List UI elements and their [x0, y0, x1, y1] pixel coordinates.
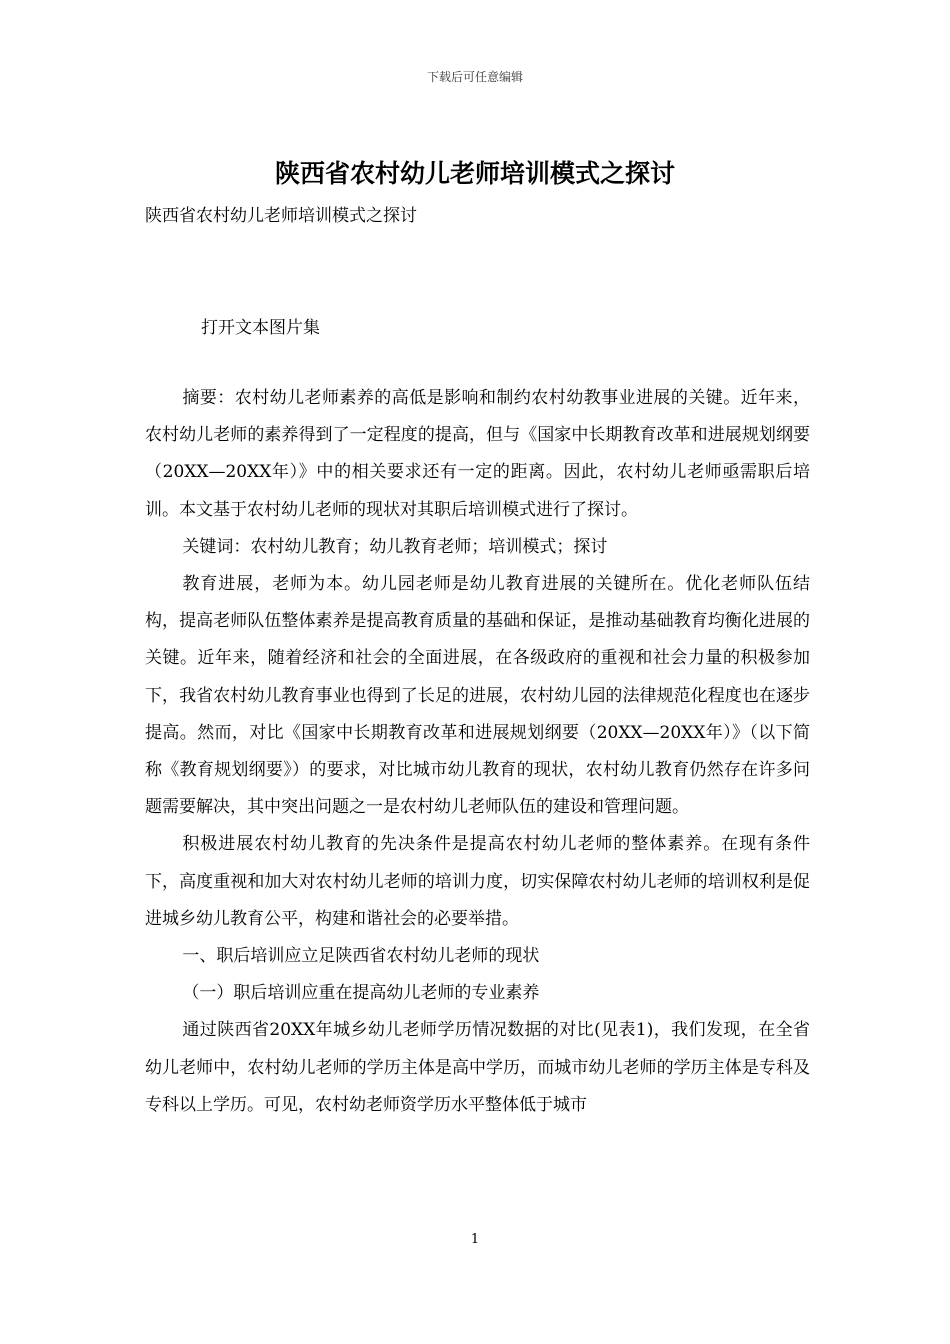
body-paragraph: 积极进展农村幼儿教育的先决条件是提高农村幼儿老师的整体素养。在现有条件下，高度重视和加大对农村幼儿老师的培训力度，切实保障农村幼儿老师的培训权利是促进城乡幼儿教育公平，构建和谐社会的必要举措。 [145, 834, 810, 929]
section-heading: 一、职后培训应立足陕西省农村幼儿老师的现状 [182, 946, 540, 967]
page-number: 1 [470, 1232, 480, 1247]
document-subtitle: 陕西省农村幼儿老师培训模式之探讨 [145, 206, 417, 226]
body-paragraph: 教育进展，老师为本。幼儿园老师是幼儿教育进展的关键所在。优化老师队伍结构，提高老师队伍整体素养是提高教育质量的基础和保证，是推动基础教育均衡化进展的关键。近年来，随着经济和社会的全面进展，在各级政府的重视和社会力量的积极参加下，我省农村幼儿教育事业也得到了长足的进展，农村幼儿园的法律规范化程度也在逐步提高。然而，对比《国家中长期教育改革和进展规划纲要（20XX—20XX年）》（以下简称《教育规划纲要》）的要求，对比城市幼儿教育的现状，农村幼儿教育仍然存在许多问题需要解决，其中突出问题之一是农村幼儿老师队伍的建设和管理问题。 [145, 574, 810, 818]
article-body [145, 380, 810, 1124]
abstract-paragraph: 摘要：农村幼儿老师素养的高低是影响和制约农村幼教事业进展的关键。近年来，农村幼儿老师的素养得到了一定程度的提高，但与《国家中长期教育改革和进展规划纲要（20XX—20XX年）》中的相关要求还有一定的距离。因此，农村幼儿老师亟需职后培训。本文基于农村幼儿老师的现状对其职后培训模式进行了探讨。 [145, 388, 810, 520]
document-title: 陕西省农村幼儿老师培训模式之探讨 [274, 159, 675, 188]
subsection-heading: （一）职后培训应重在提高幼儿老师的专业素养 [182, 983, 540, 1004]
open-image-gallery-link[interactable]: 打开文本图片集 [201, 318, 320, 338]
body-paragraph: 通过陕西省20XX年城乡幼儿老师学历情况数据的对比(见表1)，我们发现，在全省幼儿老师中，农村幼儿老师的学历主体是高中学历，而城市幼儿老师的学历主体是专科及专科以上学历。可见，农村幼老师资学历水平整体低于城市 [145, 1020, 810, 1115]
keywords-paragraph: 关键词：农村幼儿教育；幼儿教育老师；培训模式；探讨 [182, 536, 608, 557]
header-note: 下载后可任意编辑 [426, 70, 523, 84]
